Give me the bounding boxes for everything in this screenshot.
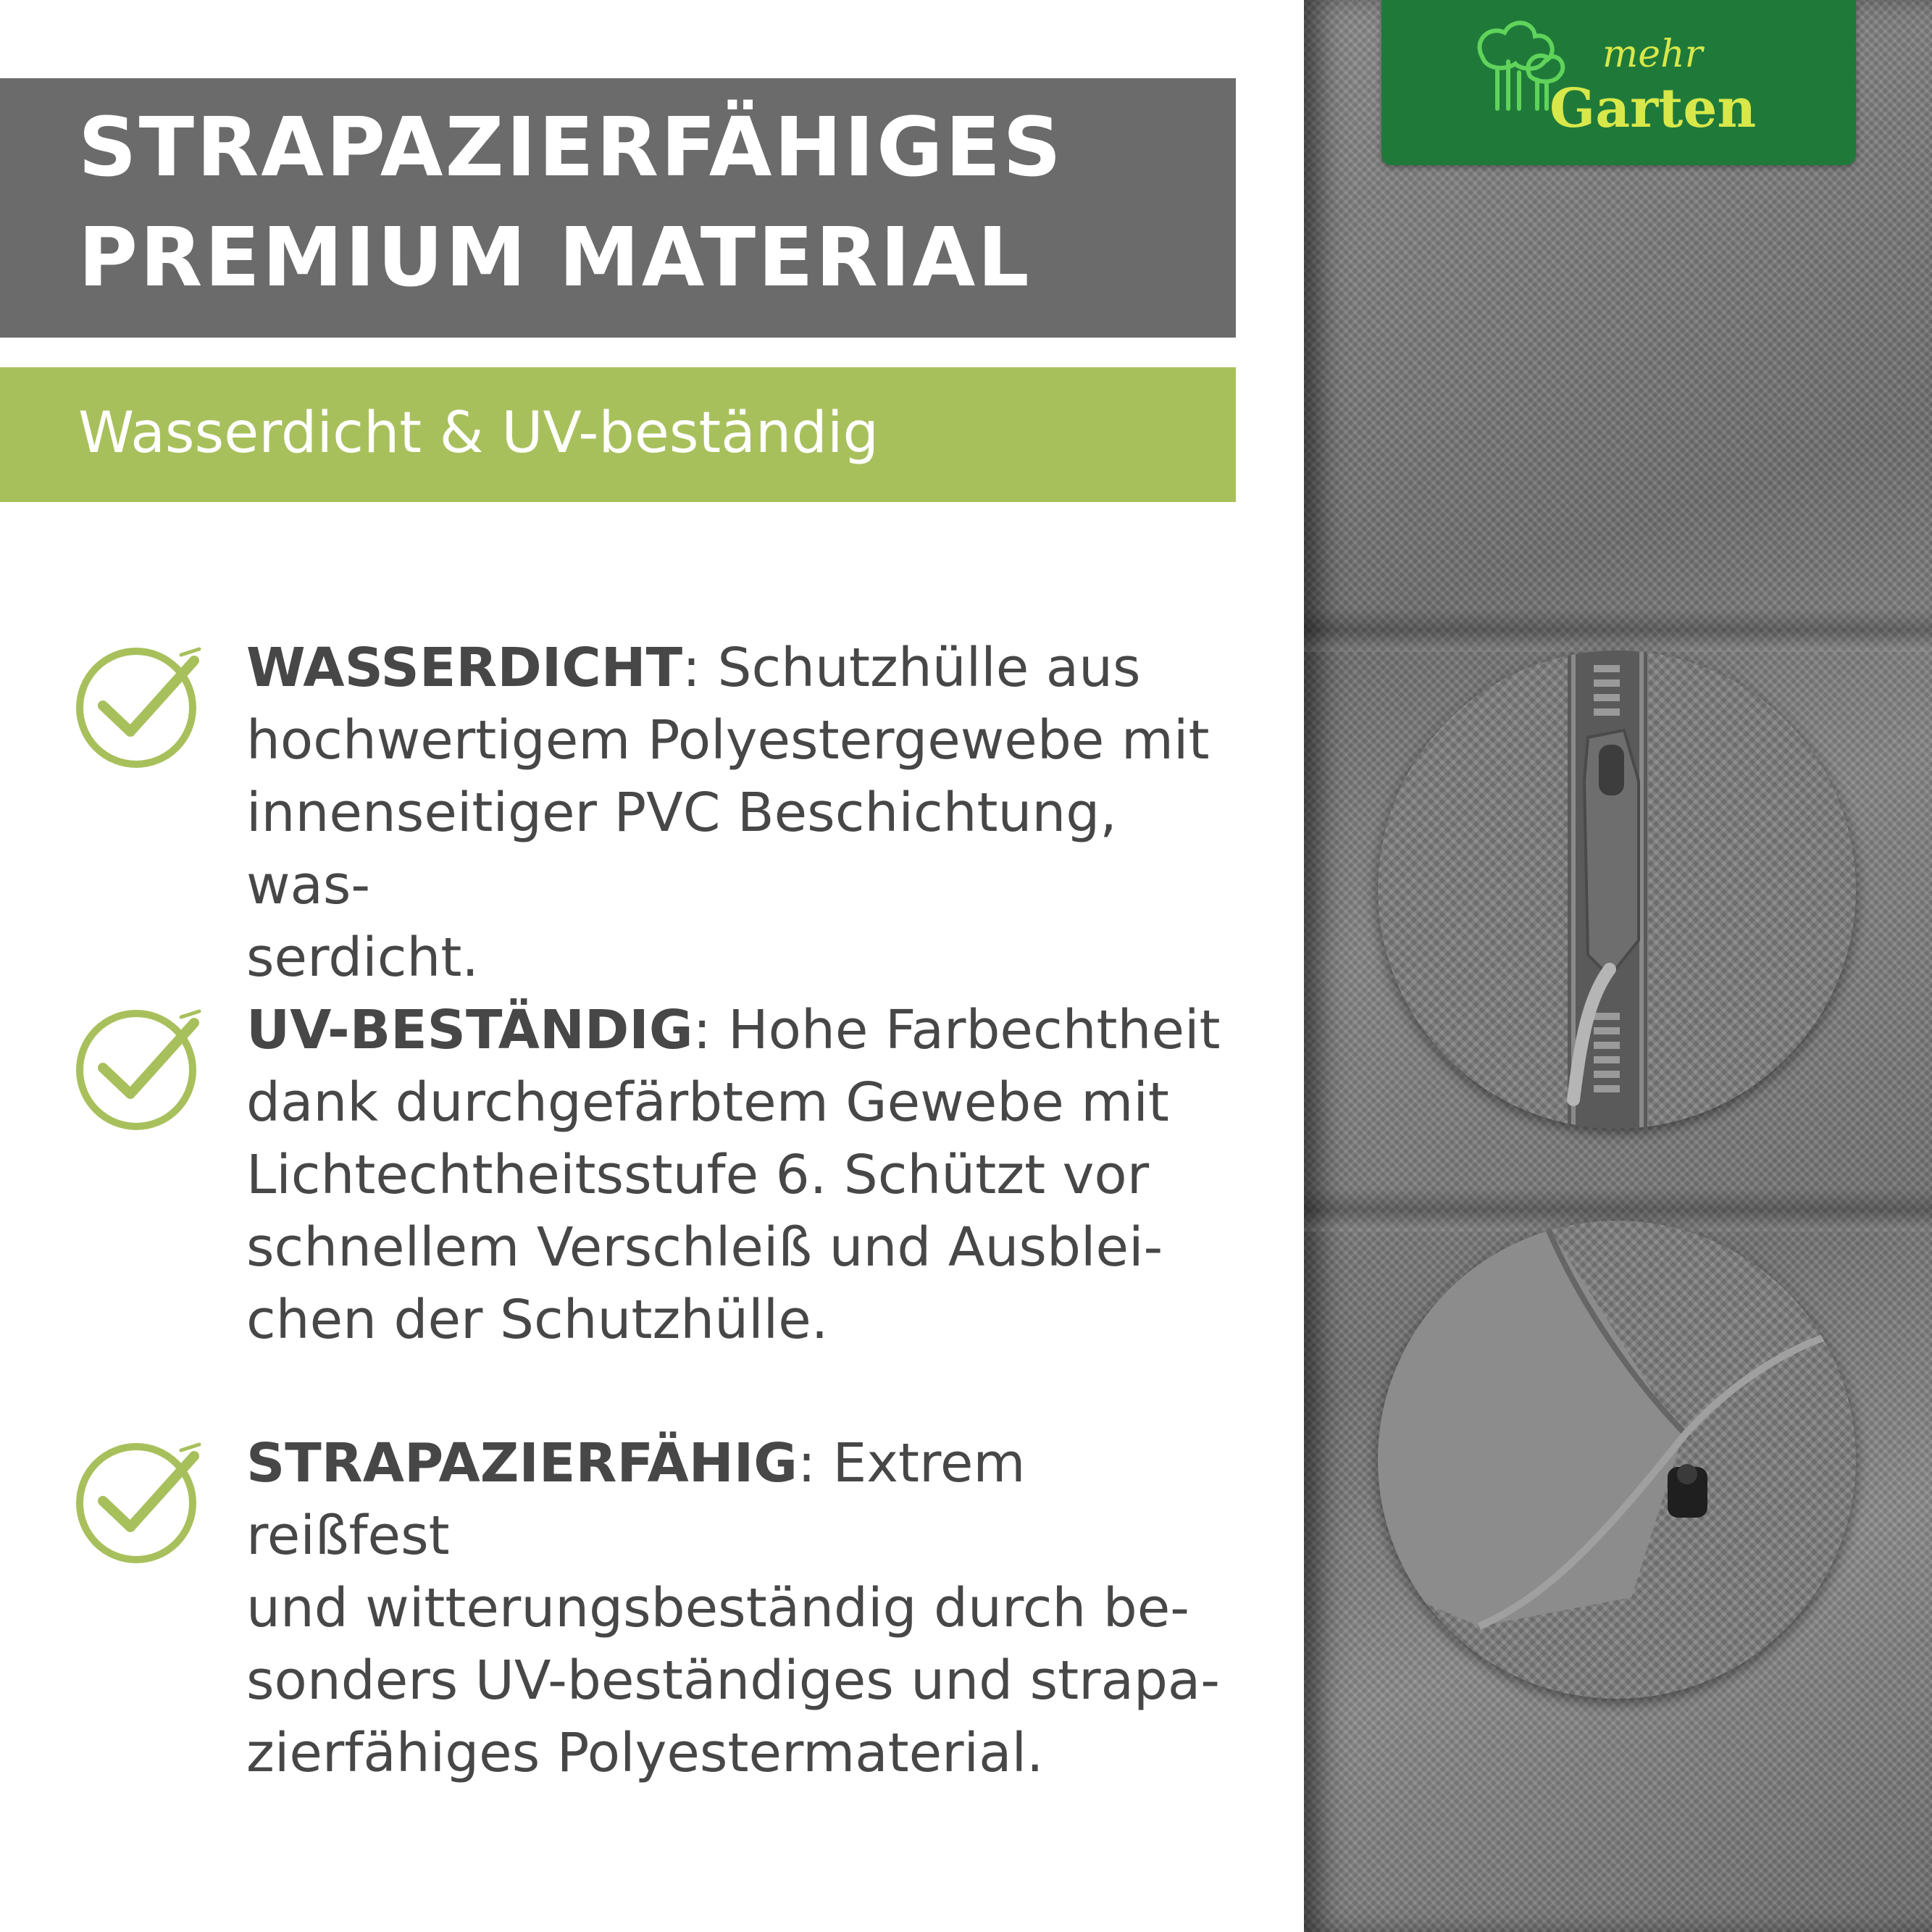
feature-description: : Hohe Farbechtheit dank durchgefärbtem Gewebe mit Lichtechtheitsstufe 6. Schützt vor schnellem Verschleiß und Ausblei- chen der Schutzhülle. xyxy=(246,999,1221,1351)
title-banner xyxy=(0,78,1236,338)
feature-text xyxy=(246,1427,1239,1789)
feature-description: : Extrem reißfest und witterungsbeständig durch be- sonders UV-beständiges und strapa- zierfähiges Polyestermaterial. xyxy=(246,1432,1220,1784)
tree-icon xyxy=(1381,0,1856,165)
brand-logo xyxy=(1381,0,1856,165)
feature-heading: UV-BESTÄNDIG xyxy=(246,999,693,1061)
fabric-fold xyxy=(1304,609,1932,652)
feature-text xyxy=(246,994,1239,1356)
check-circle-icon xyxy=(72,1001,206,1135)
title-line-2: PREMIUM MATERIAL xyxy=(78,211,1032,305)
logo-word-mehr: mehr xyxy=(1602,33,1703,76)
feature-heading: STRAPAZIERFÄHIG xyxy=(246,1432,798,1494)
feature-description: : Schutzhülle aus hochwertigem Polyestergewebe mit innenseitiger PVC Beschichtung, was- serdicht. xyxy=(246,637,1210,989)
title-line-1: STRAPAZIERFÄHIGES xyxy=(78,101,1063,195)
subtitle-banner xyxy=(0,367,1236,502)
drawstring-detail-closeup xyxy=(1378,1221,1856,1699)
subtitle-text: Wasserdicht & UV-beständig xyxy=(78,401,879,466)
zipper-detail-closeup xyxy=(1378,651,1856,1129)
feature-heading: WASSERDICHT xyxy=(246,637,683,699)
check-circle-icon xyxy=(72,1434,206,1568)
logo-word-garten: Garten xyxy=(1550,78,1757,140)
feature-text xyxy=(246,632,1239,994)
check-circle-icon xyxy=(72,639,206,773)
